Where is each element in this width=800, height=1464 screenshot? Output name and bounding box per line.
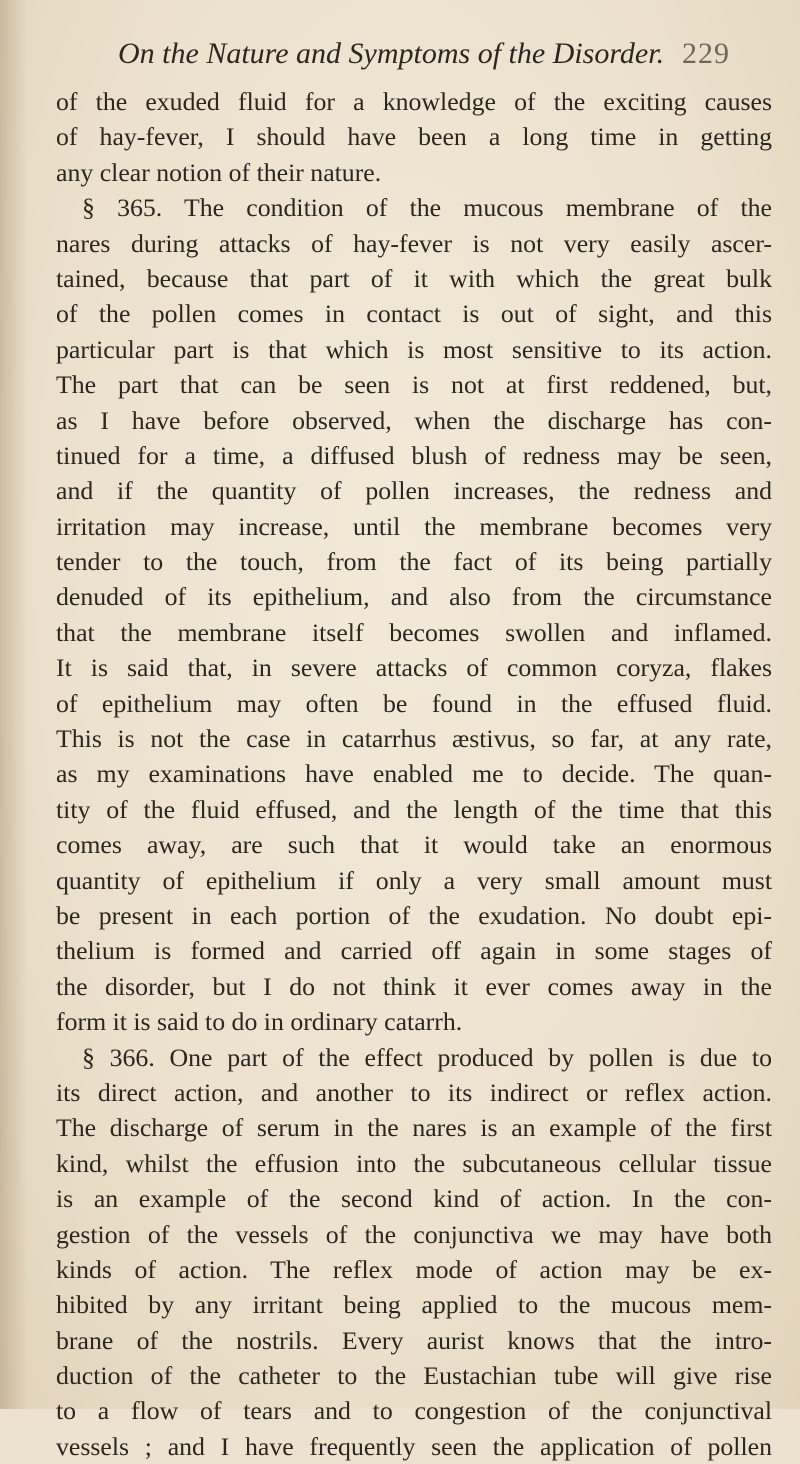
text-line: nares during attacks of hay-fever is not very easily ascer- (56, 228, 772, 258)
text-line: It is said that, in severe attacks of common coryza, flakes (56, 653, 772, 683)
text-line: of the pollen comes in contact is out of sight, and this (56, 299, 772, 329)
text-line: is an example of the second kind of action. In the con- (56, 1184, 772, 1214)
text-line: gestion of the vessels of the conjunctiva we may have both (56, 1219, 772, 1249)
text-line: This is not the case in catarrhus æstivus, so far, at any rate, (56, 724, 772, 754)
text-line: hibited by any irritant being applied to the mucous mem- (56, 1290, 772, 1320)
text-line: The discharge of serum in the nares is an example of the first (56, 1113, 772, 1143)
text-line: particular part is that which is most sensitive to its action. (56, 334, 772, 364)
text-line: kinds of action. The reflex mode of action may be ex- (56, 1254, 772, 1284)
running-head (118, 34, 730, 74)
text-line: § 366. One part of the effect produced by pollen is due to (82, 1042, 772, 1072)
text-line: of hay-fever, I should have been a long time in getting (56, 122, 772, 152)
body-text (56, 84, 772, 1464)
text-line: of epithelium may often be found in the effused fluid. (56, 688, 772, 718)
text-line: its direct action, and another to its indirect or reflex action. (56, 1077, 772, 1107)
text-line: kind, whilst the effusion into the subcutaneous cellular tissue (56, 1148, 772, 1178)
text-line: irritation may increase, until the membrane becomes very (56, 511, 772, 541)
text-line: to a flow of tears and to congestion of the conjunctival (56, 1396, 772, 1426)
spine-shadow (0, 0, 28, 1409)
text-line: any clear notion of their nature. (56, 157, 382, 187)
text-line: brane of the nostrils. Every aurist knows that the intro- (56, 1325, 772, 1355)
text-line: thelium is formed and carried off again in some stages of (56, 936, 772, 966)
text-line: duction of the catheter to the Eustachian tube will give rise (56, 1361, 772, 1391)
text-line: as I have before observed, when the discharge has con- (56, 405, 772, 435)
text-line: tinued for a time, a diffused blush of redness may be seen, (56, 440, 772, 470)
text-line: be present in each portion of the exudation. No doubt epi- (56, 900, 772, 930)
text-line: of the exuded fluid for a knowledge of the exciting causes (56, 87, 772, 116)
text-line: quantity of epithelium if only a very small amount must (56, 865, 772, 895)
text-line: § 365. The condition of the mucous membrane of the (82, 193, 772, 223)
text-line: tained, because that part of it with which the great bulk (56, 263, 772, 293)
text-line: comes away, are such that it would take an enormous (56, 830, 772, 860)
text-line: as my examinations have enabled me to decide. The quan- (56, 759, 772, 789)
running-head-title: On the Nature and Symptoms of the Disorder. (118, 37, 665, 70)
text-line: and if the quantity of pollen increases, the redness and (56, 476, 772, 506)
text-line: vessels ; and I have frequently seen the application of pollen (56, 1431, 772, 1461)
page-number: 229 (682, 37, 730, 70)
text-line: tity of the fluid effused, and the length of the time that this (56, 794, 772, 824)
text-line: denuded of its epithelium, and also from the circumstance (56, 582, 772, 612)
text-line: the disorder, but I do not think it ever comes away in the (56, 971, 772, 1001)
text-line: form it is said to do in ordinary catarrh. (56, 1007, 463, 1037)
text-line: tender to the touch, from the fact of its being partially (56, 547, 772, 577)
text-line: that the membrane itself becomes swollen and inflamed. (56, 617, 772, 647)
text-line: The part that can be seen is not at first reddened, but, (56, 370, 772, 400)
